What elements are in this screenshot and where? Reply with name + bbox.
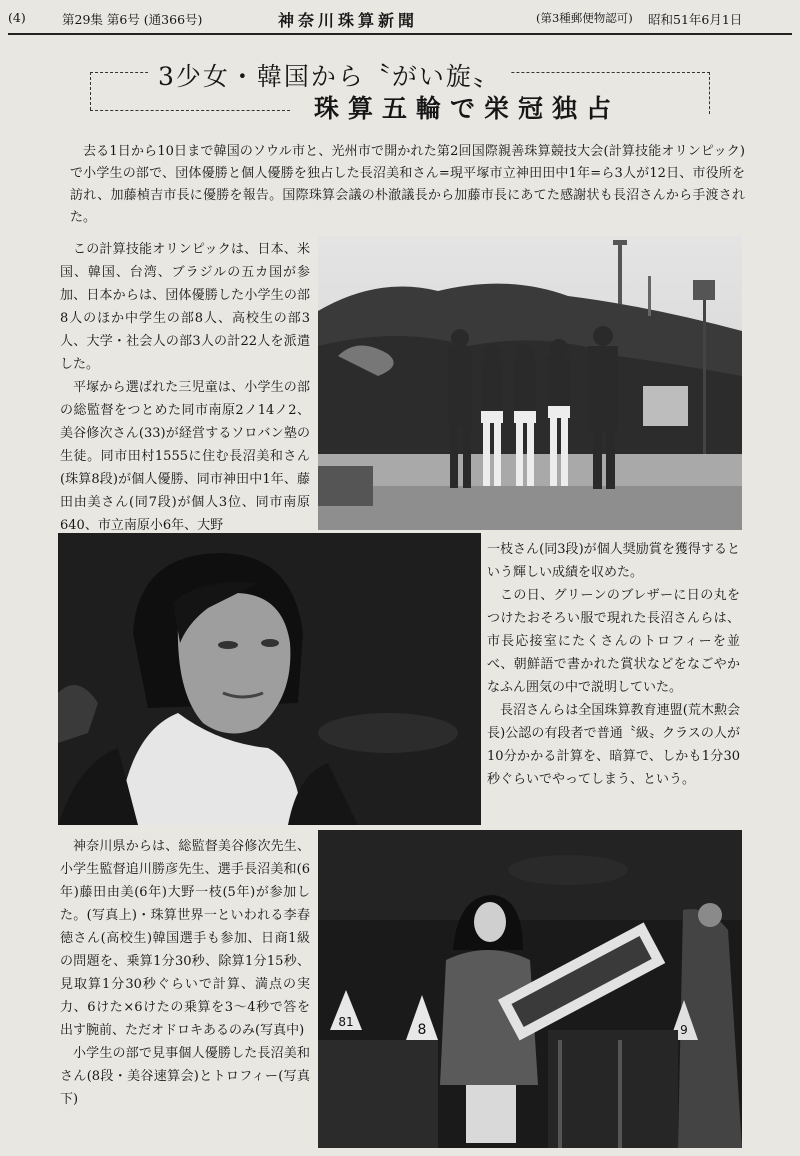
article-column-left-top — [60, 238, 310, 537]
masthead — [8, 8, 792, 30]
paragraph: 長沼さんらは全国珠算教育連盟(荒木勲会長)公認の有段者で普通〝級〟クラスの人が10分かかる計算を、暗算で、しかも1分30秒ぐらいでやってしまう、という。 — [487, 703, 740, 787]
photo-trophy — [318, 830, 742, 1148]
issue-volume: 第29集 第6号 (通366号) — [62, 12, 203, 27]
article-column-right — [487, 538, 740, 791]
photo-group-portrait — [318, 236, 742, 530]
paragraph: 一枝さん(同3段)が個人奨励賞を獲得するという輝しい成績を収めた。 — [487, 542, 740, 580]
postal-permit: (第3種郵便物認可) — [536, 11, 633, 25]
paragraph: 小学生の部で見事個人優勝した長沼美和さん(8段・美谷速算会)とトロフィー(写真下) — [60, 1046, 310, 1107]
header-rule — [8, 33, 792, 35]
paragraph: 神奈川県からは、総監督美谷修次先生、小学生監督追川勝彦先生、選手長沼美和(6年)藤田由美(6年)大野一枝(5年)が参加した。(写真上)・珠算世界一といわれる李春徳さん(高校生)韓国選手も参加、日商1級の問題を、乗算1分30秒、除算1分15秒、見取算1分30秒ぐらいで計算、満点の実力、6けた×6けたの乗算を3〜4秒で答を出す腕前、ただオドロキあるのみ(写真中) — [60, 839, 310, 1038]
desk-sign: 81 — [338, 1015, 354, 1029]
page-number: (4) — [8, 10, 26, 25]
issue-date: 昭和51年6月1日 — [648, 12, 743, 27]
paragraph: 平塚から選ばれた三児童は、小学生の部の総監督をつとめた同市南原2ノ14ノ2、美谷修次さん(33)が経営するソロバン塾の生徒。同市田村1555に住む長沼美和さん(珠算8段)が個人優勝、同市神田中1年、藤田由美さん(同7段)が個人3位、同市南原640、市立南原小6年、大野 — [60, 380, 310, 533]
photo-portrait-girl — [58, 533, 481, 825]
desk-sign: 8 — [417, 1022, 427, 1038]
article-column-left-bottom — [60, 835, 310, 1111]
paragraph: この日、グリーンのブレザーに日の丸をつけたおそろい服で現れた長沼さんらは、市長応接室にたくさんのトロフィーを並べ、朝鮮語で書かれた賞状などをなごやかなふん囲気の中で説明していた。 — [487, 588, 740, 695]
headline-main: 3少女・韓国から〝がい旋〟 — [148, 62, 510, 92]
headline-sub: 珠算五輪で栄冠独占 — [306, 93, 628, 125]
newspaper-name: 神奈川珠算新聞 — [278, 11, 419, 30]
desk-sign: 9 — [680, 1023, 688, 1037]
paragraph: この計算技能オリンピックは、日本、米国、韓国、台湾、ブラジルの五カ国が参加、日本からは、団体優勝した小学生の部8人のほか中学生の部8人、高校生の部3人、大学・社会人の部3人の計22人を派遣した。 — [60, 242, 310, 372]
lead-paragraph: 去る1日から10日まで韓国のソウル市と、光州市で開かれた第2回国際親善珠算競技大会(計算技能オリンピック)で小学生の部で、団体優勝と個人優勝を独占した長沼美和さん=現平塚市立神田田中1年=ら3人が12日、市役所を訪れ、加藤楨吉市長に優勝を報告。国際珠算会議の朴澈議長から加藤市長にあてた感謝状も長沼さんから手渡された。 — [70, 144, 745, 225]
